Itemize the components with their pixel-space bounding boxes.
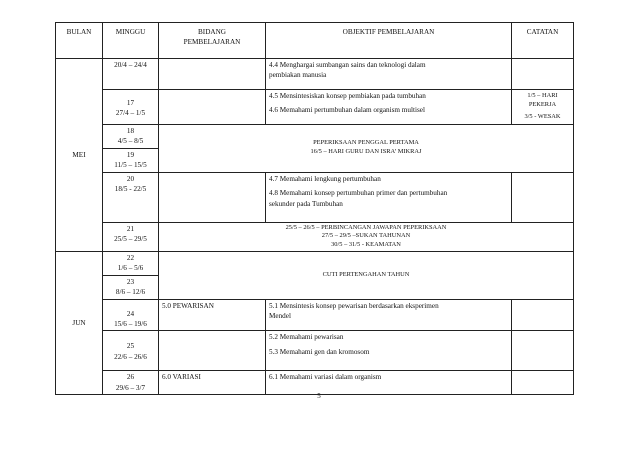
objektif-line: 5.2 Memahami pewarisan	[269, 333, 344, 342]
week-number: 19	[126, 150, 135, 159]
catatan-cell	[512, 90, 574, 125]
week-dates: 11/5 – 15/5	[114, 161, 147, 170]
catatan-line: 1/5 – HARI PEKERJA	[527, 91, 558, 108]
week-number: 17	[126, 99, 135, 107]
event-note-line: PEPERIKSAAN PENGGAL PERTAMA	[313, 139, 419, 147]
minggu-cell	[103, 172, 159, 222]
header-bidang	[159, 23, 266, 59]
minggu-cell	[103, 125, 159, 149]
page-number: 5	[317, 392, 321, 400]
week-number: 22	[126, 253, 135, 262]
table-row	[56, 90, 574, 125]
event-note-line: 30/5 – 31/5 - KEAMATAN	[331, 241, 401, 249]
catatan-cell	[512, 299, 574, 331]
table-row	[56, 331, 574, 371]
minggu-cell	[103, 251, 159, 275]
week-number: 26	[126, 373, 135, 382]
objektif-cell	[266, 299, 512, 331]
objektif-cell	[266, 172, 512, 222]
table-row	[56, 172, 574, 222]
minggu-cell	[103, 331, 159, 371]
bidang-cell: 5.0 PEWARISAN	[159, 299, 266, 331]
minggu-cell: 20/4 – 24/4	[103, 59, 159, 90]
week-number: 24	[126, 309, 135, 318]
minggu-cell	[103, 299, 159, 331]
header-catatan: CATATAN	[512, 23, 574, 59]
minggu-cell	[103, 222, 159, 251]
event-note-line: 27/5 – 29/5 –SUKAN TAHUNAN	[321, 232, 411, 240]
month-mei: MEI	[56, 59, 103, 252]
table-row	[56, 299, 574, 331]
week-number: 18	[126, 127, 135, 135]
event-note-cell	[159, 125, 574, 173]
week-dates: 1/6 – 5/6	[117, 264, 144, 273]
week-dates: 27/4 – 1/5	[115, 109, 146, 118]
header-minggu: MINGGU	[103, 23, 159, 59]
objektif-line: 5.3 Memahami gen dan kromosom	[269, 347, 370, 356]
week-dates: 29/6 – 3/7	[115, 383, 146, 392]
week-dates: 25/5 – 29/5	[114, 235, 147, 244]
catatan-cell	[512, 172, 574, 222]
objektif-line: 4.6 Memahami pertumbuhan dalam organism multisel	[269, 106, 425, 115]
table-row	[56, 222, 574, 251]
event-note-line: 16/5 – HARI GURU DAN ISRA’ MIKRAJ	[310, 148, 422, 156]
table-row	[56, 251, 574, 275]
week-number: 20	[126, 174, 135, 183]
objektif-line: sekunder pada Tumbuhan	[269, 199, 343, 208]
week-number: 21	[126, 224, 135, 233]
week-dates: 4/5 – 8/5	[117, 137, 144, 146]
objektif-cell	[266, 90, 512, 125]
objektif-line: 4.5 Mensintesiskan konsep pembiakan pada tumbuhan	[269, 92, 426, 100]
week-number: 23	[126, 277, 135, 286]
objektif-line: 5.1 Mensintesis konsep pewarisan berdasarkan eksperimen	[269, 301, 439, 310]
event-note-cell: CUTI PERTENGAHAN TAHUN	[159, 251, 574, 299]
objektif-line: pembiakan manusia	[269, 71, 327, 80]
header-bidang-line2: PEMBELAJARAN	[183, 38, 241, 47]
objektif-cell: 6.1 Memahami variasi dalam organism	[266, 371, 512, 395]
minggu-cell	[103, 90, 159, 125]
table-row	[56, 59, 574, 90]
lesson-plan-table	[55, 22, 574, 395]
minggu-cell	[103, 148, 159, 172]
header-bulan: BULAN	[56, 23, 103, 59]
objektif-cell	[266, 59, 512, 90]
week-number: 25	[126, 342, 135, 351]
catatan-cell	[512, 331, 574, 371]
catatan-cell	[512, 59, 574, 90]
objektif-line: Mendel	[269, 311, 291, 320]
week-dates: 18/5 - 22/5	[114, 185, 147, 194]
objektif-line: 4.4 Menghargai sumbangan sains dan teknologi dalam	[269, 61, 426, 69]
table-row	[56, 125, 574, 149]
header-bidang-line1: BIDANG	[198, 28, 226, 36]
bidang-cell	[159, 331, 266, 371]
month-jun: JUN	[56, 251, 103, 395]
bidang-cell	[159, 59, 266, 90]
bidang-cell	[159, 90, 266, 125]
minggu-cell	[103, 275, 159, 299]
objektif-cell	[266, 331, 512, 371]
week-dates: 22/6 – 26/6	[114, 352, 147, 361]
event-note-cell	[159, 222, 574, 251]
table-header-row	[56, 23, 574, 59]
header-objektif: OBJEKTIF PEMBELAJARAN	[266, 23, 512, 59]
objektif-line: 4.8 Memahami konsep pertumbuhan primer dan pertumbuhan	[269, 189, 448, 198]
week-dates: 8/6 – 12/6	[115, 288, 146, 297]
objektif-line: 4.7 Memahami lengkung pertumbuhan	[269, 174, 381, 183]
bidang-cell: 6.0 VARIASI	[159, 371, 266, 395]
catatan-line: 3/5 - WESAK	[524, 113, 561, 121]
event-note-line: 25/5 – 26/5 – PERBINCANGAN JAWAPAN PEPERIKSAAN	[285, 223, 447, 231]
bidang-cell	[159, 172, 266, 222]
week-dates: 15/6 – 19/6	[114, 319, 147, 328]
